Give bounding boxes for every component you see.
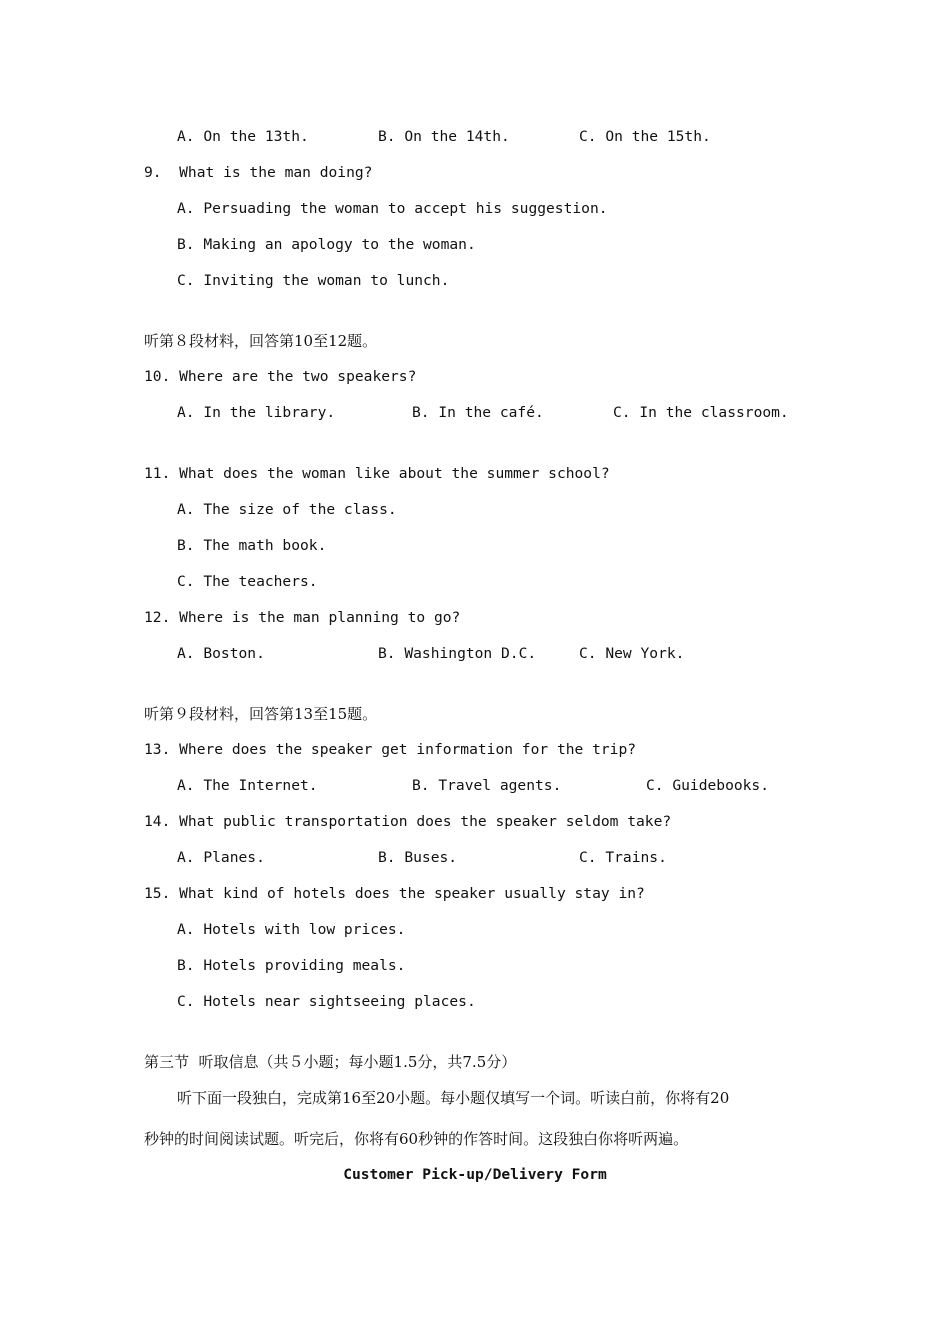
q10-stem: 10. Where are the two speakers? [144,368,417,385]
q14-option-b: B. Buses. [378,849,458,866]
q14-stem: 14. What public transportation does the speaker seldom take? [144,813,672,830]
q13-option-b: B. Travel agents. [412,777,562,794]
q8-option-c: C. On the 15th. [579,128,711,145]
section9-header: 听第９段材料，回答第13至15题。 [144,705,378,723]
section8-header: 听第８段材料，回答第10至12题。 [144,332,378,350]
q10-option-b: B. In the café. [412,404,544,421]
q10-option-a: A. In the library. [177,404,336,421]
part3-instruction-line1: 听下面一段独白，完成第16至20小题。每小题仅填写一个词。听读白前，你将有20 [177,1089,730,1107]
q11-stem: 11. What does the woman like about the summer school? [144,465,610,482]
form-title: Customer Pick-up/Delivery Form [343,1166,607,1183]
q9-option-a: A. Persuading the woman to accept his suggestion. [177,200,608,217]
q12-stem: 12. Where is the man planning to go? [144,609,461,626]
q8-option-b: B. On the 14th. [378,128,510,145]
q14-option-c: C. Trains. [579,849,667,866]
q12-option-c: C. New York. [579,645,685,662]
q12-option-b: B. Washington D.C. [378,645,537,662]
q13-option-c: C. Guidebooks. [646,777,770,794]
q15-stem: 15. What kind of hotels does the speaker usually stay in? [144,885,645,902]
part3-instruction-line2: 秒钟的时间阅读试题。听完后，你将有60秒钟的作答时间。这段独白你将听两遍。 [144,1130,689,1148]
q8-option-a: A. On the 13th. [177,128,309,145]
q15-option-b: B. Hotels providing meals. [177,957,406,974]
q14-option-a: A. Planes. [177,849,265,866]
q10-option-c: C. In the classroom. [613,404,789,421]
q9-option-b: B. Making an apology to the woman. [177,236,476,253]
q13-option-a: A. The Internet. [177,777,318,794]
q9-stem: 9. What is the man doing? [144,164,373,181]
q15-option-a: A. Hotels with low prices. [177,921,406,938]
q11-option-c: C. The teachers. [177,573,318,590]
q12-option-a: A. Boston. [177,645,265,662]
q13-stem: 13. Where does the speaker get information for the trip? [144,741,637,758]
q11-option-b: B. The math book. [177,537,327,554]
q15-option-c: C. Hotels near sightseeing places. [177,993,476,1010]
part3-heading: 第三节 听取信息（共５小题；每小题1.5分，共7.5分） [144,1053,517,1071]
q9-option-c: C. Inviting the woman to lunch. [177,272,450,289]
q11-option-a: A. The size of the class. [177,501,397,518]
